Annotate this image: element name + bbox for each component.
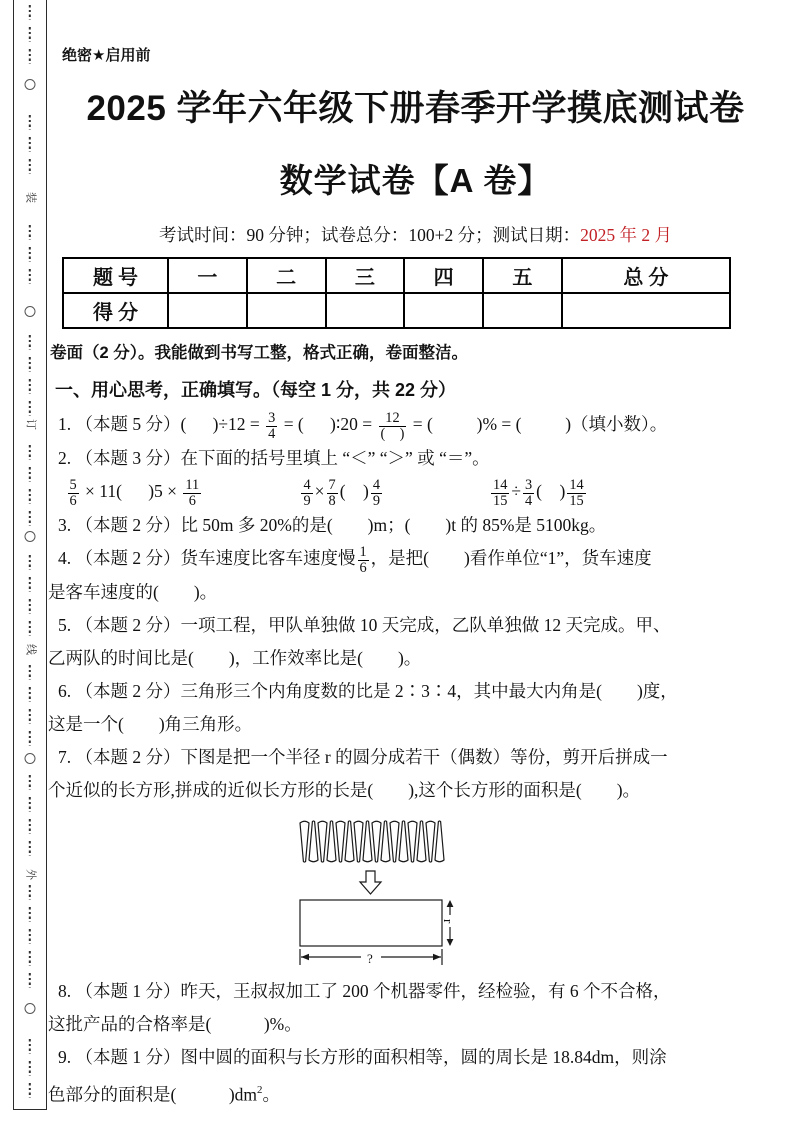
neatness-notice: 卷面（2 分）。我能做到书写工整，格式正确，卷面整洁。 <box>50 344 469 362</box>
score-empty-cell <box>168 293 247 328</box>
sector-piece <box>417 821 426 862</box>
secrecy-label: 绝密★启用前 <box>62 47 151 64</box>
question-line: 乙两队的时间比是( )，工作效率比是( )。 <box>48 647 422 668</box>
score-table-section-cell: 三 <box>326 258 405 293</box>
score-table <box>62 257 731 329</box>
sector-strip <box>300 821 444 862</box>
question-line: 这批产品的合格率是( )%。 <box>48 1013 302 1034</box>
sector-piece <box>327 821 336 862</box>
binding-strip <box>13 0 47 1110</box>
fraction: $\frac{14}{15}$ <box>493 476 508 509</box>
content-column <box>48 38 769 1111</box>
score-empty-cell <box>326 293 405 328</box>
sector-piece <box>318 821 327 862</box>
question-line: 2. （本题 3 分）在下面的括号里填上 “＜” “＞” 或 “＝”。 <box>58 447 490 468</box>
binding-dotted-mark <box>29 489 31 504</box>
down-arrow-icon <box>360 871 381 894</box>
binding-dotted-mark <box>29 731 31 746</box>
binding-dotted-mark <box>29 797 31 812</box>
score-table-header-row <box>63 258 730 293</box>
binding-dotted-mark <box>29 335 31 350</box>
binding-dotted-mark <box>29 1083 31 1098</box>
binding-dotted-mark <box>29 467 31 482</box>
binding-circle-mark <box>25 306 36 317</box>
fraction: $\frac{11}{6}$ <box>185 476 200 509</box>
fraction: $\frac{4}{9}$ <box>303 476 311 509</box>
fraction: $\frac{14}{15}$ <box>569 476 584 509</box>
fraction: $\frac{4}{9}$ <box>372 476 381 509</box>
exam-info-prefix: 考试时间：90 分钟；试卷总分：100+2 分；测试日期： <box>159 225 581 245</box>
rectangle-shape <box>300 900 442 946</box>
binding-dotted-mark <box>29 115 31 130</box>
arrowhead-down-icon <box>446 939 453 946</box>
score-table-section-cell: 二 <box>247 258 326 293</box>
binding-dotted-mark <box>29 885 31 900</box>
sector-piece <box>381 821 390 862</box>
score-table-section-cell: 四 <box>404 258 483 293</box>
binding-circle-mark <box>25 531 36 542</box>
binding-line-character: 订 <box>24 419 37 430</box>
superscript: 2 <box>257 1083 263 1096</box>
binding-dotted-mark <box>29 907 31 922</box>
question-line: 6. （本题 2 分）三角形三个内角度数的比是 2∶3∶4，其中最大内角是( )度， <box>58 680 678 701</box>
question-line: 9. （本题 1 分）图中圆的面积与长方形的面积相等，圆的周长是 18.84dm，则涂 <box>58 1046 667 1067</box>
binding-dotted-mark <box>29 709 31 724</box>
binding-dotted-mark <box>29 401 31 416</box>
sector-piece <box>309 821 318 862</box>
paper-subtitle: 数学试卷【A 卷】 <box>279 162 552 199</box>
arrowhead-right-icon <box>433 954 441 960</box>
binding-dotted-mark <box>29 775 31 790</box>
exam-info-line <box>62 222 769 247</box>
binding-dotted-mark <box>29 137 31 152</box>
section-one-heading: 一、用心思考，正确填写。（每空 1 分，共 22 分） <box>55 380 457 400</box>
score-empty-cell <box>562 293 730 328</box>
binding-dotted-mark <box>29 445 31 460</box>
height-dimension <box>441 900 456 946</box>
binding-dotted-mark <box>29 841 31 856</box>
sector-piece <box>435 821 444 862</box>
fraction: $\frac{12}{( )}$ <box>380 409 405 442</box>
binding-line-character: 装 <box>24 192 37 203</box>
exam-date: 2025 年 2 月 <box>580 225 672 245</box>
binding-dotted-mark <box>29 929 31 944</box>
binding-dotted-mark <box>29 951 31 966</box>
questions-part2 <box>48 975 769 1112</box>
binding-line-character: 外 <box>24 869 37 880</box>
sector-piece <box>408 821 417 862</box>
fraction: $\frac{3}{4}$ <box>524 476 533 509</box>
questions-part1 <box>48 408 769 807</box>
score-table-section-cell: 一 <box>168 258 247 293</box>
sector-piece <box>372 821 381 862</box>
sector-piece <box>426 821 435 862</box>
question-line: 8. （本题 1 分）昨天，王叔叔加工了 200 个机器零件，经检验，有 6 个不合格， <box>58 980 671 1001</box>
fraction: $\frac{5}{6}$ <box>69 476 77 509</box>
binding-circle-mark <box>25 79 36 90</box>
sector-piece <box>300 821 309 862</box>
score-table-score-row <box>63 293 730 328</box>
binding-dotted-mark <box>29 247 31 262</box>
sector-piece <box>345 821 354 862</box>
score-table-section-cell: 总 分 <box>562 258 730 293</box>
binding-dotted-mark <box>29 511 31 526</box>
sector-piece <box>336 821 345 862</box>
binding-dotted-mark <box>29 357 31 372</box>
binding-circle-mark <box>25 753 36 764</box>
binding-dotted-mark <box>29 599 31 614</box>
score-row-label: 得 分 <box>63 293 168 328</box>
width-dimension <box>300 949 442 966</box>
sector-piece <box>399 821 408 862</box>
arrowhead-up-icon <box>446 900 453 907</box>
sector-piece <box>390 821 399 862</box>
binding-dotted-mark <box>29 49 31 64</box>
binding-dotted-mark <box>29 225 31 240</box>
binding-dotted-mark <box>29 5 31 20</box>
sector-piece <box>363 821 372 862</box>
figure-svg <box>297 819 475 969</box>
binding-dotted-mark <box>29 1061 31 1076</box>
question-line: 个近似的长方形,拼成的近似长方形的长是( ),这个长方形的面积是( )。 <box>48 779 641 800</box>
binding-dotted-mark <box>29 159 31 174</box>
question-line: 1. （本题 5 分）( )÷12 = $\frac{3}{4}$ = ( )∶20 = $\frac{12}{( )}$ = ( )% = ( )（填小数）。 <box>58 409 668 442</box>
binding-dotted-mark <box>29 577 31 592</box>
score-empty-cell <box>483 293 562 328</box>
question-line: 7. （本题 2 分）下图是把一个半径 r 的圆分成若干（偶数）等份，剪开后拼成一 <box>58 746 668 767</box>
score-table-corner-cell: 题 号 <box>63 258 168 293</box>
question-line: 3. （本题 2 分）比 50m 多 20%的是( )m；( )t 的 85%是 5100kg。 <box>58 514 607 535</box>
binding-dotted-mark <box>29 555 31 570</box>
question-line: 5. （本题 2 分）一项工程，甲队单独做 10 天完成，乙队单独做 12 天完成。甲、 <box>58 614 671 635</box>
score-table-section-cell: 五 <box>483 258 562 293</box>
binding-circle-mark <box>25 1003 36 1014</box>
fraction: $\frac{3}{4}$ <box>268 409 276 442</box>
question-line: 色部分的面积是( )$dm^2$。 <box>48 1083 280 1105</box>
question-line: 4. （本题 2 分）货车速度比客车速度慢 $\frac{1}{6}$ ，是把( )看作单位“1”，货车速度 <box>58 543 652 576</box>
arrowhead-left-icon <box>301 954 309 960</box>
binding-dotted-mark <box>29 665 31 680</box>
binding-dotted-mark <box>29 379 31 394</box>
binding-dotted-mark <box>29 27 31 42</box>
height-label: r <box>440 918 456 924</box>
score-empty-cell <box>404 293 483 328</box>
width-label: ? <box>366 950 373 966</box>
binding-dotted-mark <box>29 1039 31 1054</box>
question-line: $\frac{5}{6}$ × 11( )5 × $\frac{11}{6}$ $\frac{4}{9}$ × $\frac{7}{8}$ ( ) $\frac{4}{9}$ $\frac{14}{15}$ ÷ $\frac{3}{4}$ ( ) $\frac{14}{15}$ <box>69 476 584 509</box>
binding-dotted-mark <box>29 621 31 636</box>
score-empty-cell <box>247 293 326 328</box>
binding-dotted-mark <box>29 687 31 702</box>
question-line: 这是一个( )角三角形。 <box>48 713 253 734</box>
circle-to-rectangle-figure <box>297 819 475 969</box>
binding-dotted-mark <box>29 269 31 284</box>
binding-dotted-mark <box>29 819 31 834</box>
binding-line-character: 线 <box>24 644 37 655</box>
page-title: 2025 学年六年级下册春季开学摸底测试卷 <box>86 89 745 128</box>
sector-piece <box>354 821 363 862</box>
fraction: $\frac{1}{6}$ <box>359 543 367 576</box>
fraction: $\frac{7}{8}$ <box>328 476 336 509</box>
binding-dotted-mark <box>29 973 31 988</box>
question-line: 是客车速度的( )。 <box>48 581 218 602</box>
